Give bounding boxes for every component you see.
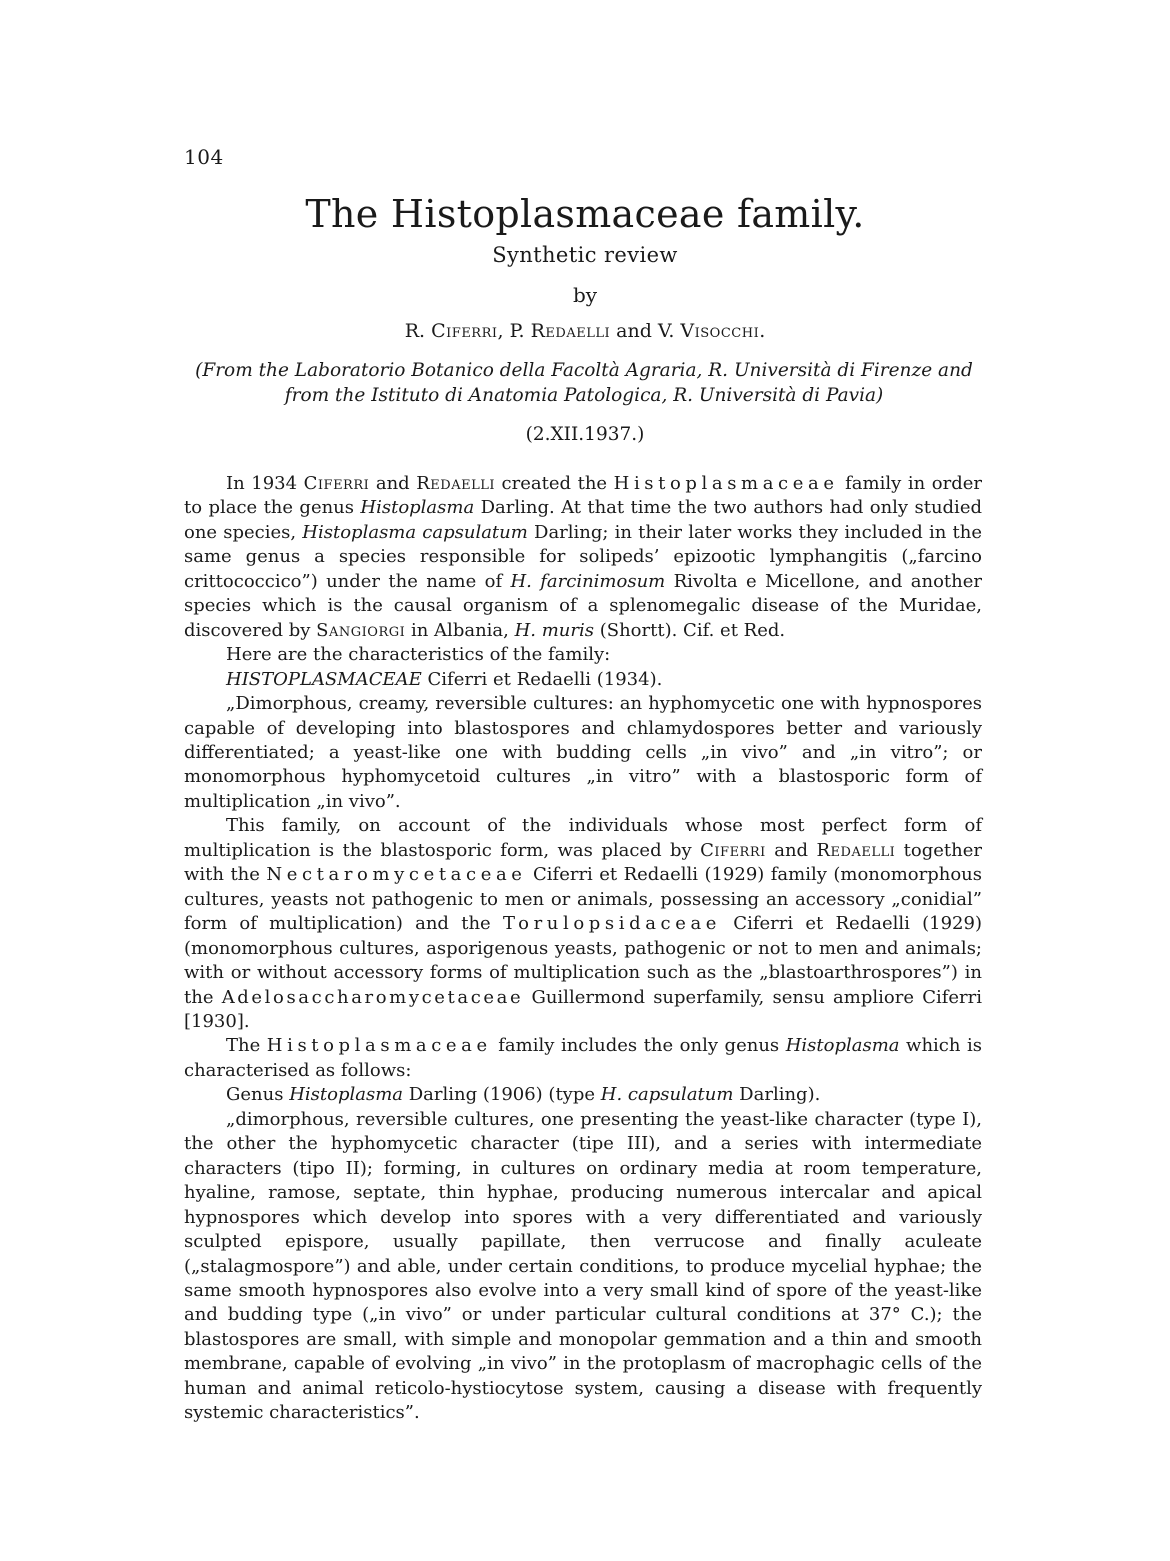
text-run: and (369, 473, 417, 494)
author-separator: and V. (610, 320, 681, 342)
taxon-italic: Histoplasma (360, 497, 475, 519)
text-run: This family, on account of the individuals whose most perfect form of multiplication is the blastosporic form, was placed by (184, 815, 982, 861)
text-run: family includes the only genus (491, 1035, 786, 1057)
paragraph (184, 814, 982, 1034)
text-run: which is characterised as follows: (184, 1035, 982, 1081)
text-run: Darling (1906) (type (403, 1084, 601, 1106)
article-body (184, 472, 982, 1426)
article-subtitle: Synthetic review (492, 243, 678, 267)
text-run: (Shortt). Cif. et Red. (594, 619, 786, 641)
text-run: Ciferri et Redaelli (1929) (monomorphous cultures, asporigenous yeasts, pathogenic or not to men and animals; with or without accessory forms of multiplication such as the „blastoarthrospores”) in the (184, 913, 982, 1008)
article-title: The Histoplasmaceae family. (305, 192, 865, 236)
text-run: in Albania, (405, 619, 515, 641)
paragraph (184, 472, 982, 643)
taxon-spaced: Torulopsidaceae (502, 913, 722, 935)
text-run: Ciferri et Redaelli (1934). (421, 668, 663, 690)
author-separator: , P. (497, 320, 531, 342)
text-run: The (226, 1035, 267, 1057)
author-initial: R. (404, 320, 432, 342)
taxon-italic: HISTOPLASMACEAE (226, 668, 422, 690)
taxon-italic: H. muris (514, 619, 594, 641)
text-run: Genus (226, 1084, 290, 1106)
text-run: Rivolta e Micellone, and another species which is the causal organism of a splenomegalic disease of the Muridae, discovered by (184, 570, 982, 641)
affiliation: (From the Laboratorio Botanico della Facoltà Agraria, R. Università di Firenze and from the Istituto di Anatomia Patologica, R. Università di Pavia) (195, 360, 973, 406)
author-list (0, 320, 1170, 342)
paragraph: „Dimorphous, creamy, reversible cultures: an hyphomycetic one with hypnospores capable of developing into blastospores and chlamydospores better and variously differentiated; a yeast-like one with budding cells „in vivo” and „in vitro”; or monomorphous hyphomycetoid cultures „in vitro” with a blastosporic form of multiplication „in vivo”. (184, 693, 982, 812)
text-run: Ciferri et Redaelli (1929) family (monomorphous cultures, yeasts not pathogenic to men or animals, possessing an accessory „conidial” form of multiplication) and the (184, 864, 982, 935)
taxon-italic: H. capsulatum (600, 1084, 734, 1106)
taxon-italic: Histoplasma (785, 1035, 900, 1057)
paragraph (184, 668, 982, 692)
byline-by: by (572, 283, 598, 307)
article-date: (2.XII.1937.) (525, 424, 645, 445)
page-number: 104 (184, 145, 224, 169)
taxon-spaced: Histoplasmaceae (613, 473, 839, 494)
text-run: Darling. At that time the two authors had only studied one species, (184, 497, 982, 543)
text-run: created the (495, 473, 614, 494)
text-run: together with the (184, 839, 982, 886)
taxon-italic: H. farcinimosum (510, 570, 666, 592)
author-list-end: . (759, 320, 766, 342)
taxon-italic: Histoplasma (289, 1084, 403, 1106)
author-ref: Ciferri (700, 839, 766, 861)
author-name: Redaelli (530, 320, 611, 342)
text-run: family in order to place the genus (184, 473, 982, 519)
text-run: Darling). (733, 1084, 821, 1106)
author-name: Ciferri (431, 320, 498, 342)
text-run: Darling; in their later works they included in the same genus a species responsible for solipeds’ epizootic lymphangitis („farcino crittococcico”) under the name of (184, 521, 982, 592)
text-run: In 1934 (226, 473, 304, 494)
author-ref: Redaelli (416, 473, 495, 494)
paragraph: „dimorphous, reversible cultures, one presenting the yeast-like character (type I), the other the hyphomycetic character (tipe III), and a series with intermediate characters (tipo II); forming, in cultures on ordinary media at room temperature, hyaline, ramose, septate, thin hyphae, producing numerous intercalar and apical hypnospores which develop into spores with a very differentiated and variously sculpted epispore, usually papillate, then verrucose and finally aculeate („stalagmospore”) and able, under certain conditions, to produce mycelial hyphae; the same smooth hypnospores also evolve into a very small kind of spore of the yeast-like and budding type („in vivo” or under particular cultural conditions at 37° C.); the blastospores are small, with simple and monopolar gemmation and a thin and smooth membrane, capable of evolving „in vivo” in the protoplasm of macrophagic cells of the human and animal reticolo-hystiocytose system, causing a disease with frequently systemic characteristics”. (184, 1108, 982, 1424)
paragraph (184, 1083, 982, 1107)
taxon-spaced: Histoplasmaceae (266, 1035, 492, 1057)
text-run: and (765, 839, 817, 861)
taxon-spaced: Nectaromycetaceae (266, 864, 527, 886)
author-ref: Sangiorgi (316, 619, 406, 641)
taxon-spaced: Adelosaccharomycetaceae (221, 986, 524, 1008)
text-run: Guillermond superfamily, sensu ampliore Ciferri [1930]. (184, 986, 982, 1032)
taxon-italic: Histoplasma capsulatum (302, 521, 528, 543)
paragraph (184, 1034, 982, 1083)
paragraph: Here are the characteristics of the family: (226, 644, 611, 666)
author-ref: Redaelli (816, 839, 896, 861)
author-ref: Ciferri (303, 473, 370, 494)
author-name: Visocchi (680, 320, 760, 342)
